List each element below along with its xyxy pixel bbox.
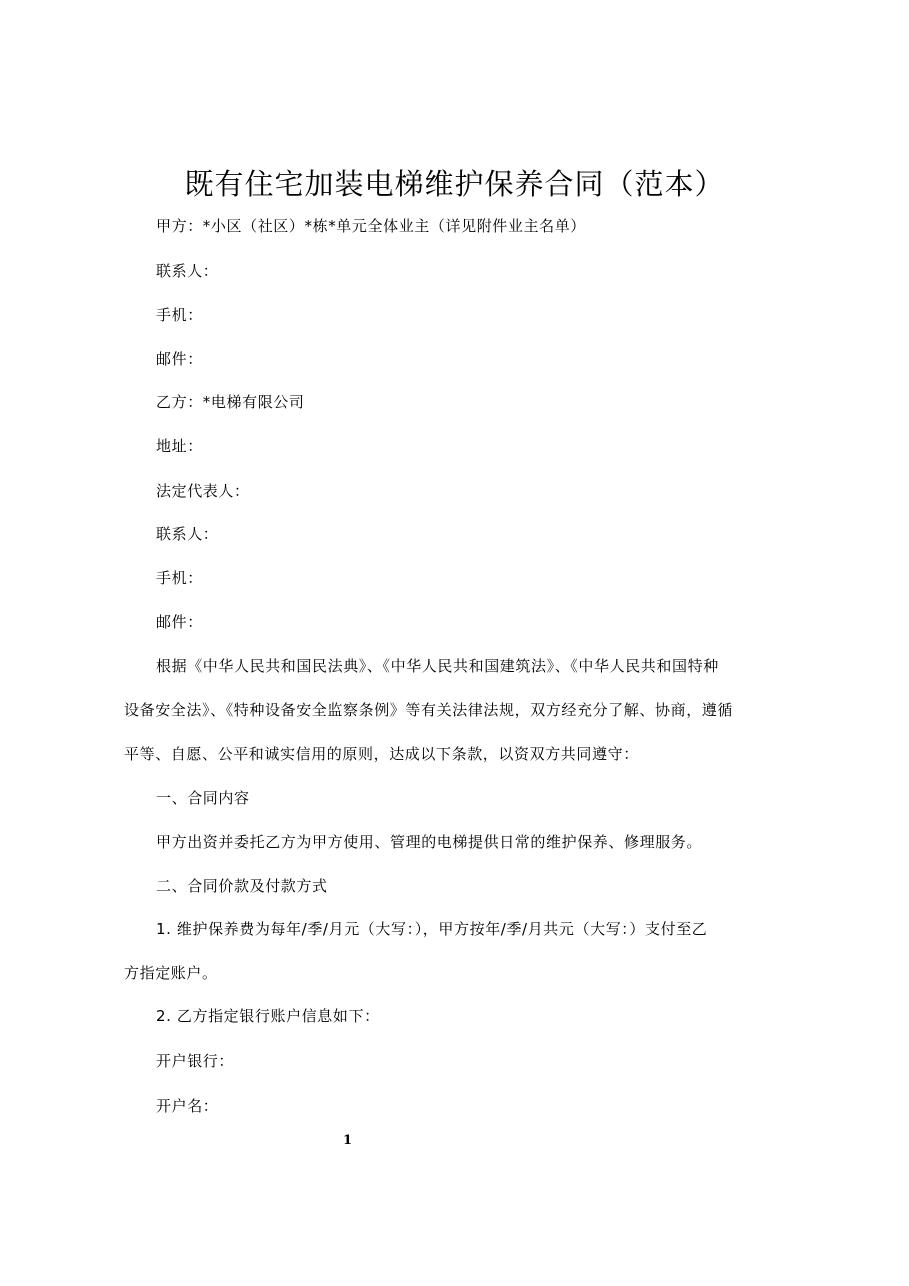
clause-1-line-2: 方指定账户。: [124, 964, 218, 982]
party-b-line: 乙方：*电梯有限公司: [156, 393, 305, 411]
party-a-contact: 联系人：: [156, 262, 219, 280]
party-b-phone: 手机：: [156, 569, 203, 587]
bank-name-field: 开户银行：: [156, 1052, 235, 1070]
section-1-heading: 一、合同内容: [156, 789, 250, 807]
party-b-address: 地址：: [156, 437, 203, 455]
preamble-line-3: 平等、自愿、公平和诚实信用的原则，达成以下条款，以资双方共同遵守：: [124, 745, 639, 763]
section-2-heading: 二、合同价款及付款方式: [156, 877, 328, 895]
party-a-email: 邮件：: [156, 350, 203, 368]
party-b-contact: 联系人：: [156, 525, 219, 543]
clause-2: 2. 乙方指定银行账户信息如下：: [156, 1007, 380, 1025]
party-b-legal-rep: 法定代表人：: [156, 482, 250, 500]
clause-1-line-1: 1. 维护保养费为每年/季/月元（大写：），甲方按年/季/月共元（大写：）支付至乙: [156, 920, 708, 938]
party-a-line: 甲方：*小区（社区）*栋*单元全体业主（详见附件业主名单）: [156, 217, 586, 235]
section-1-text: 甲方出资并委托乙方为甲方使用、管理的电梯提供日常的维护保养、修理服务。: [156, 833, 703, 851]
document-title: 既有住宅加装电梯维护保养合同（范本）: [184, 167, 725, 201]
page-number: 1: [343, 1133, 353, 1148]
party-a-phone: 手机：: [156, 306, 203, 324]
party-b-email: 邮件：: [156, 613, 203, 631]
preamble-line-2: 设备安全法》、《特种设备安全监察条例》等有关法律法规，双方经充分了解、协商，遵循: [124, 701, 734, 719]
preamble-line-1: 根据《中华人民共和国民法典》、《中华人民共和国建筑法》、《中华人民共和国特种: [156, 657, 719, 675]
account-name-field: 开户名：: [156, 1097, 219, 1115]
